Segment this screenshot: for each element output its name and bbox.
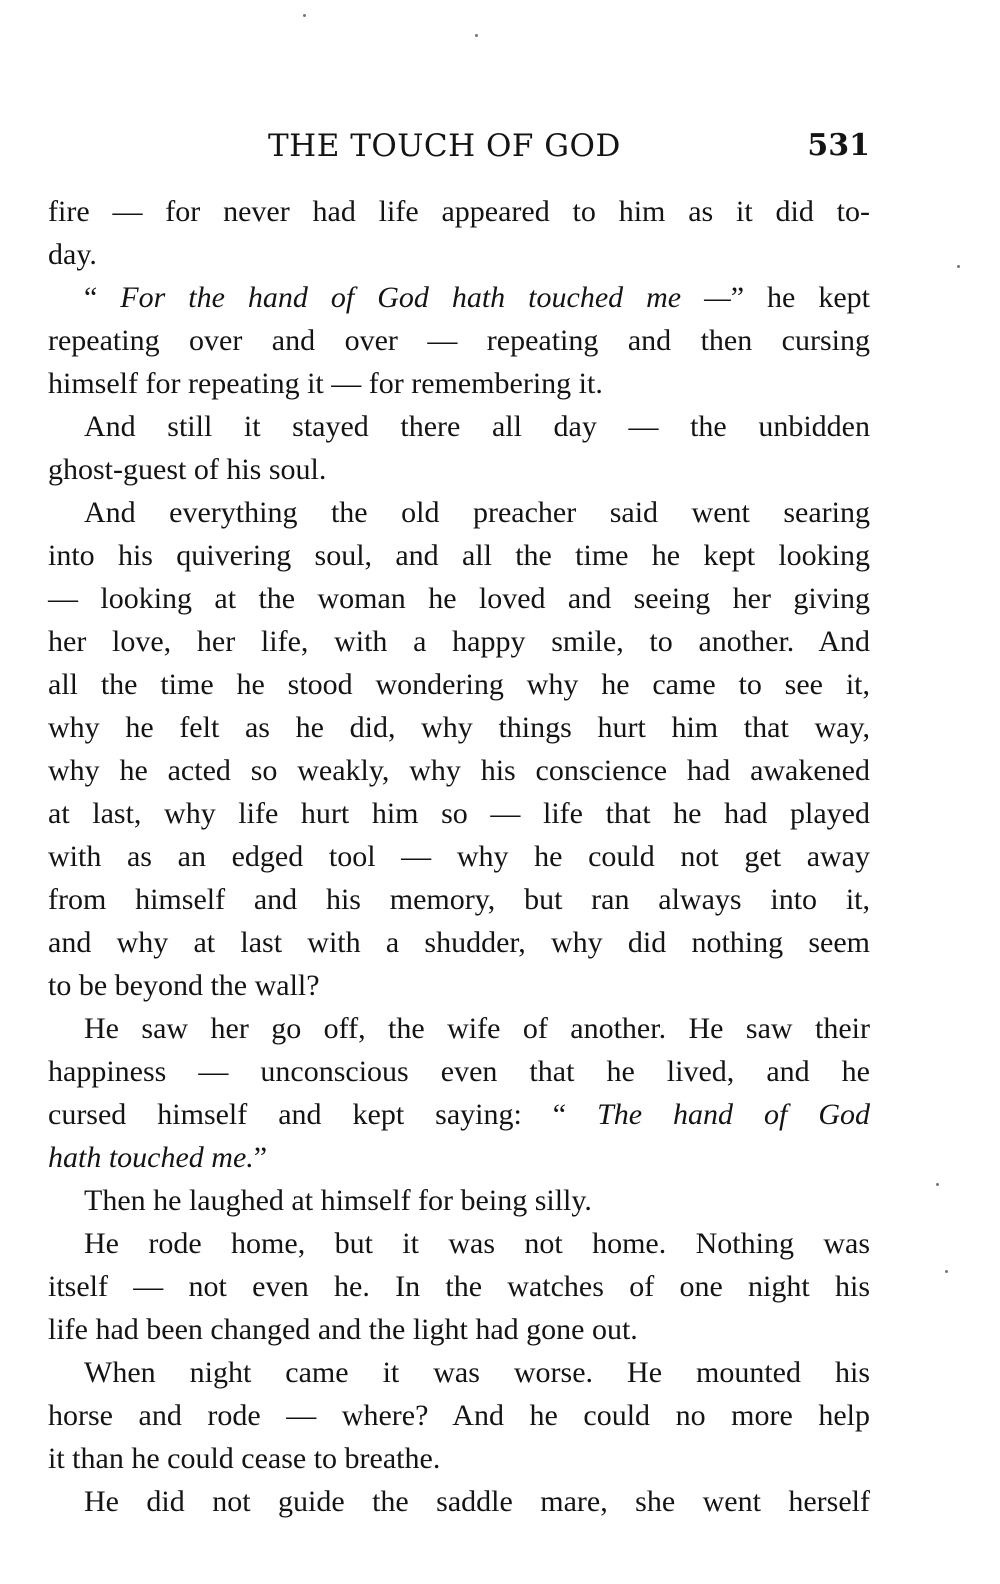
text-line: at last, why life hurt him so — life that he had played bbox=[48, 797, 870, 830]
text-line: And still it stayed there all day — the unbidden bbox=[84, 410, 870, 443]
text-line: her love, her life, with a happy smile, to another. And bbox=[48, 625, 870, 658]
text-line: life had been changed and the light had gone out. bbox=[48, 1313, 638, 1346]
text-line: it than he could cease to breathe. bbox=[48, 1442, 441, 1475]
text-line: into his quivering soul, and all the time he kept looking bbox=[48, 539, 870, 572]
scan-speck bbox=[936, 1183, 939, 1186]
text-line: why he acted so weakly, why his conscience had awakened bbox=[48, 754, 870, 787]
text-line: Then he laughed at himself for being silly. bbox=[84, 1184, 592, 1217]
text-line: fire — for never had life appeared to him as it did to- bbox=[48, 195, 870, 228]
text-line: to be beyond the wall? bbox=[48, 969, 320, 1002]
text-line: day. bbox=[48, 238, 97, 271]
text-line: and why at last with a shudder, why did nothing seem bbox=[48, 926, 870, 959]
text-line: all the time he stood wondering why he came to see it, bbox=[48, 668, 870, 701]
text-line: “ For the hand of God hath touched me —” he kept bbox=[84, 281, 870, 314]
text-line: horse and rode — where? And he could no more help bbox=[48, 1399, 870, 1432]
scan-speck bbox=[303, 14, 306, 17]
text-line: hath touched me.” bbox=[48, 1141, 268, 1174]
scan-speck bbox=[475, 34, 478, 37]
text-line: happiness — unconscious even that he lived, and he bbox=[48, 1055, 870, 1088]
scan-speck bbox=[945, 1270, 948, 1273]
text-line: He saw her go off, the wife of another. He saw their bbox=[84, 1012, 870, 1045]
text-line: himself for repeating it — for remembering it. bbox=[48, 367, 603, 400]
text-line: When night came it was worse. He mounted his bbox=[84, 1356, 870, 1389]
italic-quote: For the hand of God hath touched me — bbox=[120, 281, 731, 314]
text-line: And everything the old preacher said went searing bbox=[84, 496, 870, 529]
text-line: why he felt as he did, why things hurt him that way, bbox=[48, 711, 870, 744]
text-line: itself — not even he. In the watches of one night his bbox=[48, 1270, 870, 1303]
scan-speck bbox=[957, 265, 960, 268]
text-line: ghost-guest of his soul. bbox=[48, 453, 327, 486]
text-line: with as an edged tool — why he could not get away bbox=[48, 840, 870, 873]
text-line: repeating over and over — repeating and then cursing bbox=[48, 324, 870, 357]
body-text bbox=[48, 190, 870, 1523]
page-number: 531 bbox=[807, 128, 870, 163]
italic-quote: The hand of God bbox=[597, 1098, 871, 1131]
page-header bbox=[48, 120, 870, 172]
text-line: He rode home, but it was not home. Nothing was bbox=[84, 1227, 870, 1260]
text-line: cursed himself and kept saying: “ The hand of God bbox=[48, 1098, 871, 1131]
italic-quote: hath touched me. bbox=[48, 1141, 254, 1174]
text-line: — looking at the woman he loved and seeing her giving bbox=[48, 582, 870, 615]
text-line: He did not guide the saddle mare, she went herself bbox=[84, 1485, 870, 1518]
running-title: THE TOUCH OF GOD bbox=[268, 128, 621, 164]
text-line: from himself and his memory, but ran always into it, bbox=[48, 883, 870, 916]
